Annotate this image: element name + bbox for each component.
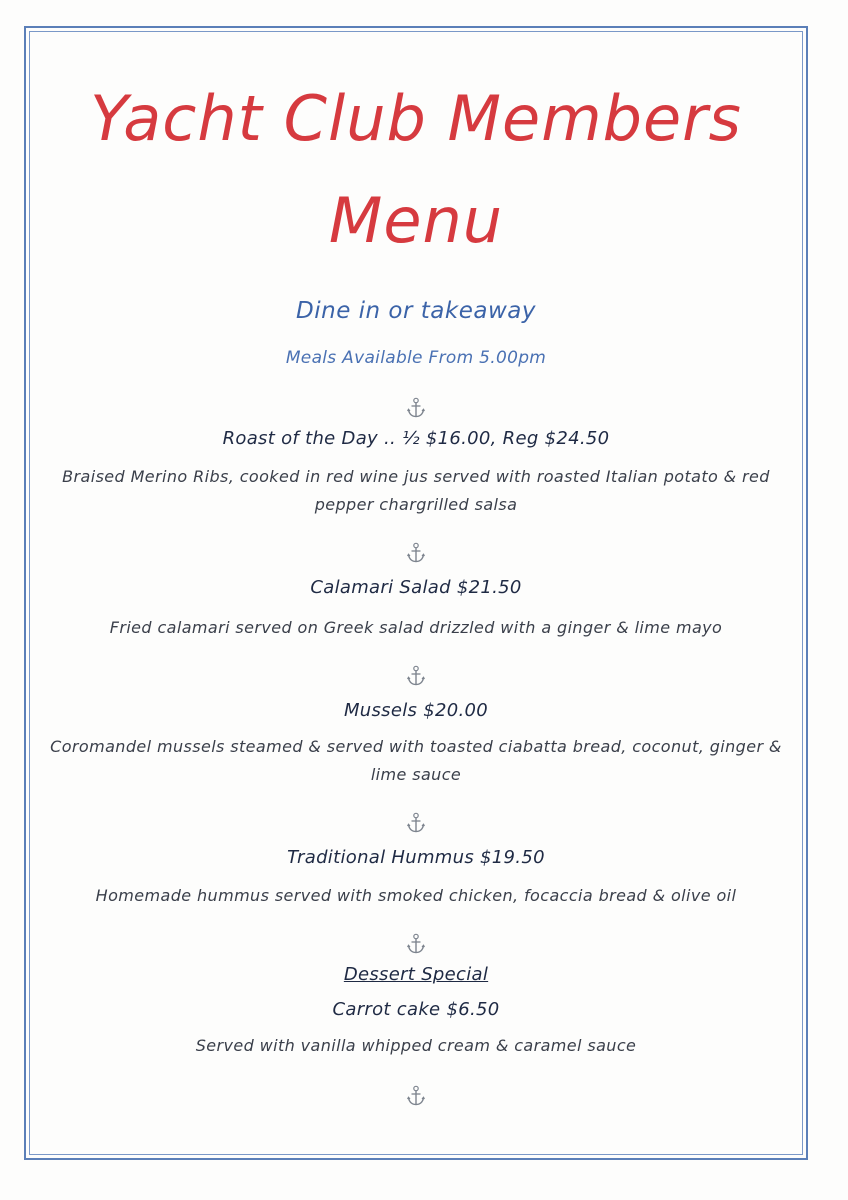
item-title-calamari: Calamari Salad $21.50 (310, 577, 522, 598)
item-title-carrot-cake: Carrot cake $6.50 (332, 999, 500, 1020)
dessert-heading: Dessert Special (343, 964, 489, 985)
item-description-carrot-cake: Served with vanilla whipped cream & caramel sauce (195, 1036, 637, 1055)
anchor-icon (40, 662, 792, 686)
availability-note: Meals Available From 5.00pm (285, 348, 547, 368)
anchor-icon (40, 394, 792, 418)
item-description-mussels: Coromandel mussels steamed & served with toasted ciabatta bread, coconut, ginger & lime sauce (50, 737, 782, 784)
item-description-calamari: Fried calamari served on Greek salad drizzled with a ginger & lime mayo (109, 618, 723, 637)
menu-title (40, 80, 792, 260)
item-description-roast: Braised Merino Ribs, cooked in red wine jus served with roasted Italian potato & red pepper chargrilled salsa (62, 467, 770, 514)
item-title-mussels: Mussels $20.00 (343, 700, 489, 721)
service-subtitle: Dine in or takeaway (296, 298, 536, 324)
item-description-hummus: Homemade hummus served with smoked chicken, focaccia bread & olive oil (95, 886, 737, 905)
menu-title-line-2: Menu (328, 184, 504, 257)
menu-title-line-1: Yacht Club Members (90, 82, 742, 155)
item-title-hummus: Traditional Hummus $19.50 (287, 847, 545, 868)
anchor-icon (40, 1082, 792, 1106)
anchor-icon (40, 539, 792, 563)
item-title-roast: Roast of the Day .. ½ $16.00, Reg $24.50 (222, 428, 610, 449)
anchor-icon (40, 930, 792, 954)
menu-content (40, 70, 792, 1106)
anchor-icon (40, 809, 792, 833)
